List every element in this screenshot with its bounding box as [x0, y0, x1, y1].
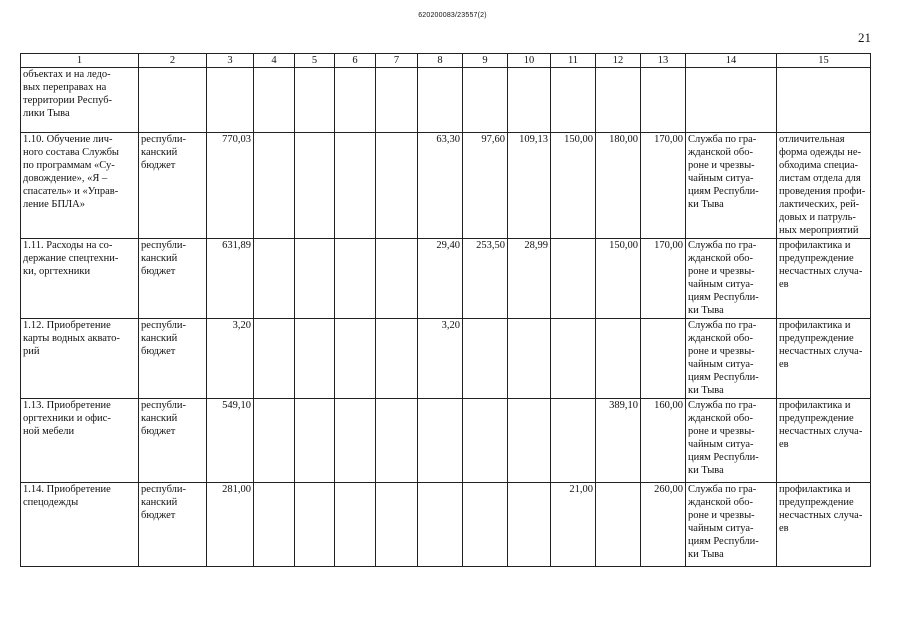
table-cell [295, 399, 335, 483]
table-cell: 770,03 [207, 133, 254, 239]
table-cell [376, 319, 418, 399]
table-cell [641, 68, 686, 133]
table-row [21, 239, 871, 319]
table-cell: 21,00 [551, 483, 596, 567]
table-cell: 63,30 [418, 133, 463, 239]
table-cell: 549,10 [207, 399, 254, 483]
column-number-header: 2 [139, 54, 207, 68]
column-number-header: 12 [596, 54, 641, 68]
table-cell [295, 239, 335, 319]
table-cell [418, 399, 463, 483]
table-cell: 1.10. Обучение лич- ного состава Службы по программам «Су- довождение», «Я – спасатель» и «Управ- ление БПЛА» [21, 133, 139, 239]
table-cell [508, 68, 551, 133]
column-number-header: 14 [686, 54, 777, 68]
table-cell [295, 483, 335, 567]
table-cell: 1.11. Расходы на со- держание спецтехни- ки, оргтехники [21, 239, 139, 319]
table-cell: республи- канский бюджет [139, 483, 207, 567]
table-cell: 3,20 [207, 319, 254, 399]
table-cell [376, 68, 418, 133]
table-cell: 1.14. Приобретение спецодежды [21, 483, 139, 567]
table-cell: 150,00 [596, 239, 641, 319]
table-cell [254, 483, 295, 567]
table-cell [551, 239, 596, 319]
table-header-row [21, 54, 871, 68]
table-cell [463, 319, 508, 399]
column-number-header: 9 [463, 54, 508, 68]
document-id: 620200083/23557(2) [418, 12, 487, 19]
table-cell: 1.12. Приобретение карты водных аквато- рий [21, 319, 139, 399]
table-row [21, 133, 871, 239]
table-cell: республи- канский бюджет [139, 319, 207, 399]
table-row [21, 68, 871, 133]
table-cell: профилактика и предупреждение несчастных случа- ев [777, 399, 871, 483]
table-cell [254, 133, 295, 239]
table-cell [335, 68, 376, 133]
table-cell [641, 319, 686, 399]
table-cell: 97,60 [463, 133, 508, 239]
table-cell [335, 133, 376, 239]
table-cell [254, 319, 295, 399]
table-cell: республи- канский бюджет [139, 239, 207, 319]
column-number-header: 7 [376, 54, 418, 68]
table-cell [508, 399, 551, 483]
table-cell: 180,00 [596, 133, 641, 239]
table-cell [295, 68, 335, 133]
table-cell [335, 319, 376, 399]
table-cell: 1.13. Приобретение оргтехники и офис- ной мебели [21, 399, 139, 483]
table-cell [254, 239, 295, 319]
table-cell: 170,00 [641, 239, 686, 319]
table-cell [418, 483, 463, 567]
column-number-header: 8 [418, 54, 463, 68]
column-number-header: 13 [641, 54, 686, 68]
table-cell: Служба по гра- жданской обо- роне и чрезвы- чайным ситуа- циям Республи- ки Тыва [686, 483, 777, 567]
table-cell [508, 319, 551, 399]
table-cell [596, 483, 641, 567]
table-cell [551, 399, 596, 483]
table-cell [551, 68, 596, 133]
table-cell: 28,99 [508, 239, 551, 319]
table-cell: Служба по гра- жданской обо- роне и чрезвы- чайным ситуа- циям Республи- ки Тыва [686, 319, 777, 399]
table-cell: 29,40 [418, 239, 463, 319]
table-row [21, 483, 871, 567]
table-cell [596, 319, 641, 399]
column-number-header: 15 [777, 54, 871, 68]
table-cell: Служба по гра- жданской обо- роне и чрезвы- чайным ситуа- циям Республи- ки Тыва [686, 399, 777, 483]
table-cell: 150,00 [551, 133, 596, 239]
table-cell: профилактика и предупреждение несчастных случа- ев [777, 483, 871, 567]
table-cell [295, 319, 335, 399]
table-cell: 281,00 [207, 483, 254, 567]
column-number-header: 1 [21, 54, 139, 68]
table-cell: Служба по гра- жданской обо- роне и чрезвы- чайным ситуа- циям Республи- ки Тыва [686, 239, 777, 319]
table-cell [418, 68, 463, 133]
table-cell: Служба по гра- жданской обо- роне и чрезвы- чайным ситуа- циям Республи- ки Тыва [686, 133, 777, 239]
table-cell [463, 483, 508, 567]
column-number-header: 5 [295, 54, 335, 68]
table-cell [376, 239, 418, 319]
table-cell: республи- канский бюджет [139, 399, 207, 483]
table-cell: профилактика и предупреждение несчастных случа- ев [777, 319, 871, 399]
table-cell [777, 68, 871, 133]
table-cell [376, 483, 418, 567]
program-table [20, 53, 871, 567]
column-number-header: 6 [335, 54, 376, 68]
table-cell: 3,20 [418, 319, 463, 399]
column-number-header: 3 [207, 54, 254, 68]
table-cell [254, 68, 295, 133]
table-cell [376, 399, 418, 483]
table-cell: 260,00 [641, 483, 686, 567]
table-cell [335, 483, 376, 567]
table-cell [596, 68, 641, 133]
table-cell: объектах и на ледо- вых переправах на территории Респуб- лики Тыва [21, 68, 139, 133]
table-cell: 253,50 [463, 239, 508, 319]
column-number-header: 10 [508, 54, 551, 68]
table-cell: 160,00 [641, 399, 686, 483]
table-cell [686, 68, 777, 133]
table-row [21, 399, 871, 483]
table-cell [463, 68, 508, 133]
table-cell [254, 399, 295, 483]
table-cell: отличительная форма одежды не- обходима специа- листам отдела для проведения профи- лактических, рей- довых и патруль- ных мероприятий [777, 133, 871, 239]
page-number: 21 [858, 30, 871, 45]
column-number-header: 11 [551, 54, 596, 68]
table-cell: 631,89 [207, 239, 254, 319]
table-cell: республи- канский бюджет [139, 133, 207, 239]
table-cell [335, 239, 376, 319]
table-cell: профилактика и предупреждение несчастных случа- ев [777, 239, 871, 319]
table-cell [508, 483, 551, 567]
table-cell [295, 133, 335, 239]
table-cell [139, 68, 207, 133]
table-cell [376, 133, 418, 239]
table-cell [463, 399, 508, 483]
table-cell [207, 68, 254, 133]
table-cell: 170,00 [641, 133, 686, 239]
table-cell [335, 399, 376, 483]
column-number-header: 4 [254, 54, 295, 68]
table-row [21, 319, 871, 399]
table-cell: 389,10 [596, 399, 641, 483]
table-cell: 109,13 [508, 133, 551, 239]
table-cell [551, 319, 596, 399]
